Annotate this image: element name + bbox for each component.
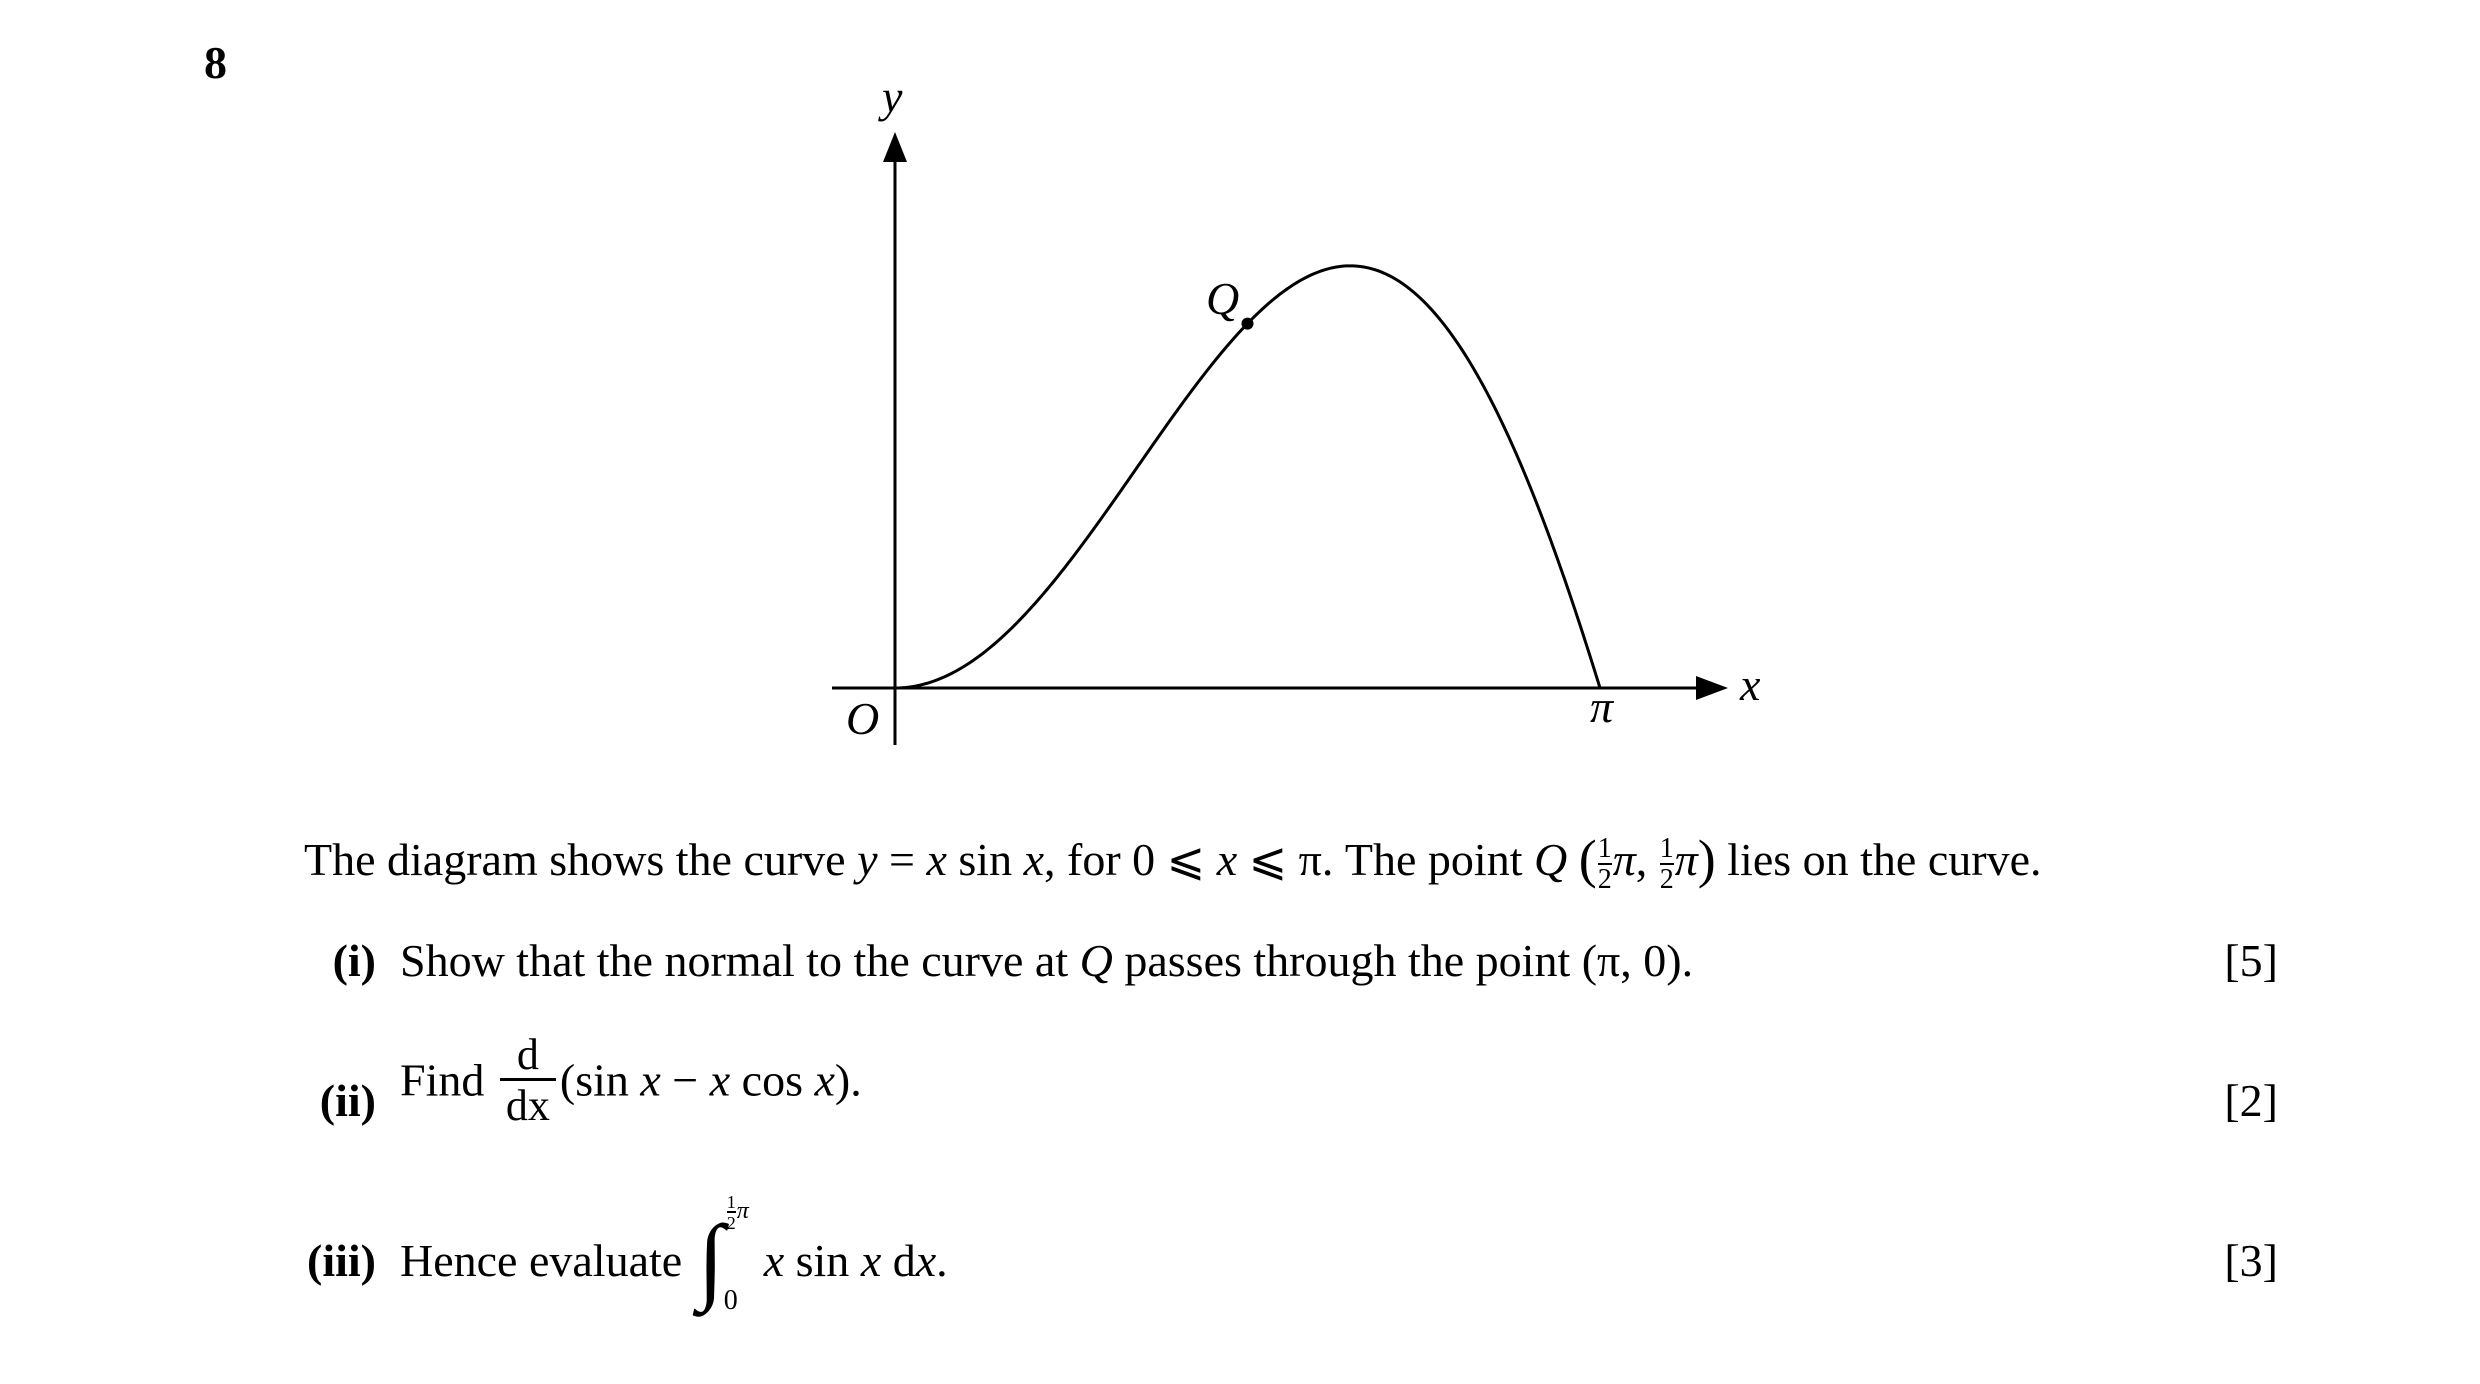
period: . xyxy=(936,1235,948,1286)
intro-eq-x1: x xyxy=(926,834,947,885)
text-q: Q xyxy=(1079,935,1113,986)
x-axis-label: x xyxy=(1740,659,1761,710)
question-number: 8 xyxy=(204,37,227,88)
intro-point-q: Q xyxy=(1533,834,1568,885)
part-label: (iii) xyxy=(307,1235,376,1286)
integrand-x2: x xyxy=(860,1235,882,1286)
intro-comma: , xyxy=(1635,834,1659,885)
derivative-operator xyxy=(500,1032,556,1129)
hence-text: Hence evaluate xyxy=(400,1235,694,1286)
part-body xyxy=(400,1192,948,1317)
intro-pi-1: π xyxy=(1612,834,1636,885)
d-den xyxy=(500,1078,556,1129)
origin-label: O xyxy=(846,693,880,744)
d-den-text: dx xyxy=(505,1081,550,1131)
expr-x1: x xyxy=(640,1054,661,1106)
upper-frac xyxy=(727,1193,736,1232)
expr-b: − xyxy=(660,1054,710,1106)
upper-num: 1 xyxy=(726,1192,736,1213)
pi-label: π xyxy=(1590,681,1614,732)
intro-pi-2: π xyxy=(1674,834,1698,885)
point-q-dot xyxy=(1242,318,1254,330)
intro-part4: lies on the curve. xyxy=(1715,834,2042,885)
frac-den: 2 xyxy=(1659,863,1674,895)
point-q-label: Q xyxy=(1206,273,1240,324)
y-axis-label: y xyxy=(882,71,903,122)
open-paren: ( xyxy=(1578,829,1597,889)
intro-ineq-x: x xyxy=(1216,834,1238,885)
intro-eq-mid: = xyxy=(877,834,927,885)
expr-a: (sin xyxy=(559,1054,641,1106)
close-paren: ) xyxy=(1697,829,1716,889)
fraction-half-2 xyxy=(1659,832,1674,895)
d-num: d xyxy=(516,1030,539,1079)
upper-den: 2 xyxy=(726,1213,736,1234)
integral-sign xyxy=(694,1192,764,1317)
integrand-sin: sin xyxy=(784,1235,861,1286)
part-body xyxy=(400,934,1693,987)
part-marks: [5] xyxy=(2224,935,2278,986)
part-label: (ii) xyxy=(319,1075,376,1126)
part-body xyxy=(400,1030,862,1133)
intro-part3: ⩽ π. The point xyxy=(1237,834,1534,885)
intro-part2: , for 0 ⩽ xyxy=(1044,834,1217,885)
y-axis-arrow xyxy=(883,132,907,162)
part-marks: [3] xyxy=(2224,1235,2278,1286)
expr-x3: x xyxy=(814,1054,835,1106)
integrand-x3: x xyxy=(915,1235,937,1286)
part-marks: [2] xyxy=(2224,1075,2278,1126)
integral-symbol: ∫ xyxy=(697,1205,724,1313)
intro-eq-x2: x xyxy=(1023,834,1045,885)
expr-d: ). xyxy=(834,1054,862,1106)
intro-part1: The diagram shows the curve xyxy=(304,834,858,885)
frac-num: 1 xyxy=(1597,832,1612,864)
text-b: passes through the point (π, 0). xyxy=(1112,935,1694,986)
part-label: (i) xyxy=(332,935,376,986)
intro-eq-y: y xyxy=(857,834,878,885)
upper-pi: π xyxy=(736,1198,749,1225)
intro-text xyxy=(304,826,2042,894)
integrand-d: d xyxy=(881,1235,916,1286)
frac-den: 2 xyxy=(1597,863,1612,895)
intro-eq-sin: sin xyxy=(946,834,1024,885)
integral-upper-limit xyxy=(726,1193,749,1232)
integrand-x1: x xyxy=(763,1235,785,1286)
expr-x2: x xyxy=(709,1054,731,1106)
expr-c: cos xyxy=(730,1054,815,1106)
find-text: Find xyxy=(400,1054,496,1106)
text-a: Show that the normal to the curve at xyxy=(400,935,1080,986)
fraction-half-1 xyxy=(1597,832,1612,895)
integral-lower-limit: 0 xyxy=(723,1285,738,1317)
frac-num: 1 xyxy=(1659,832,1674,864)
x-axis-arrow xyxy=(1696,676,1728,700)
